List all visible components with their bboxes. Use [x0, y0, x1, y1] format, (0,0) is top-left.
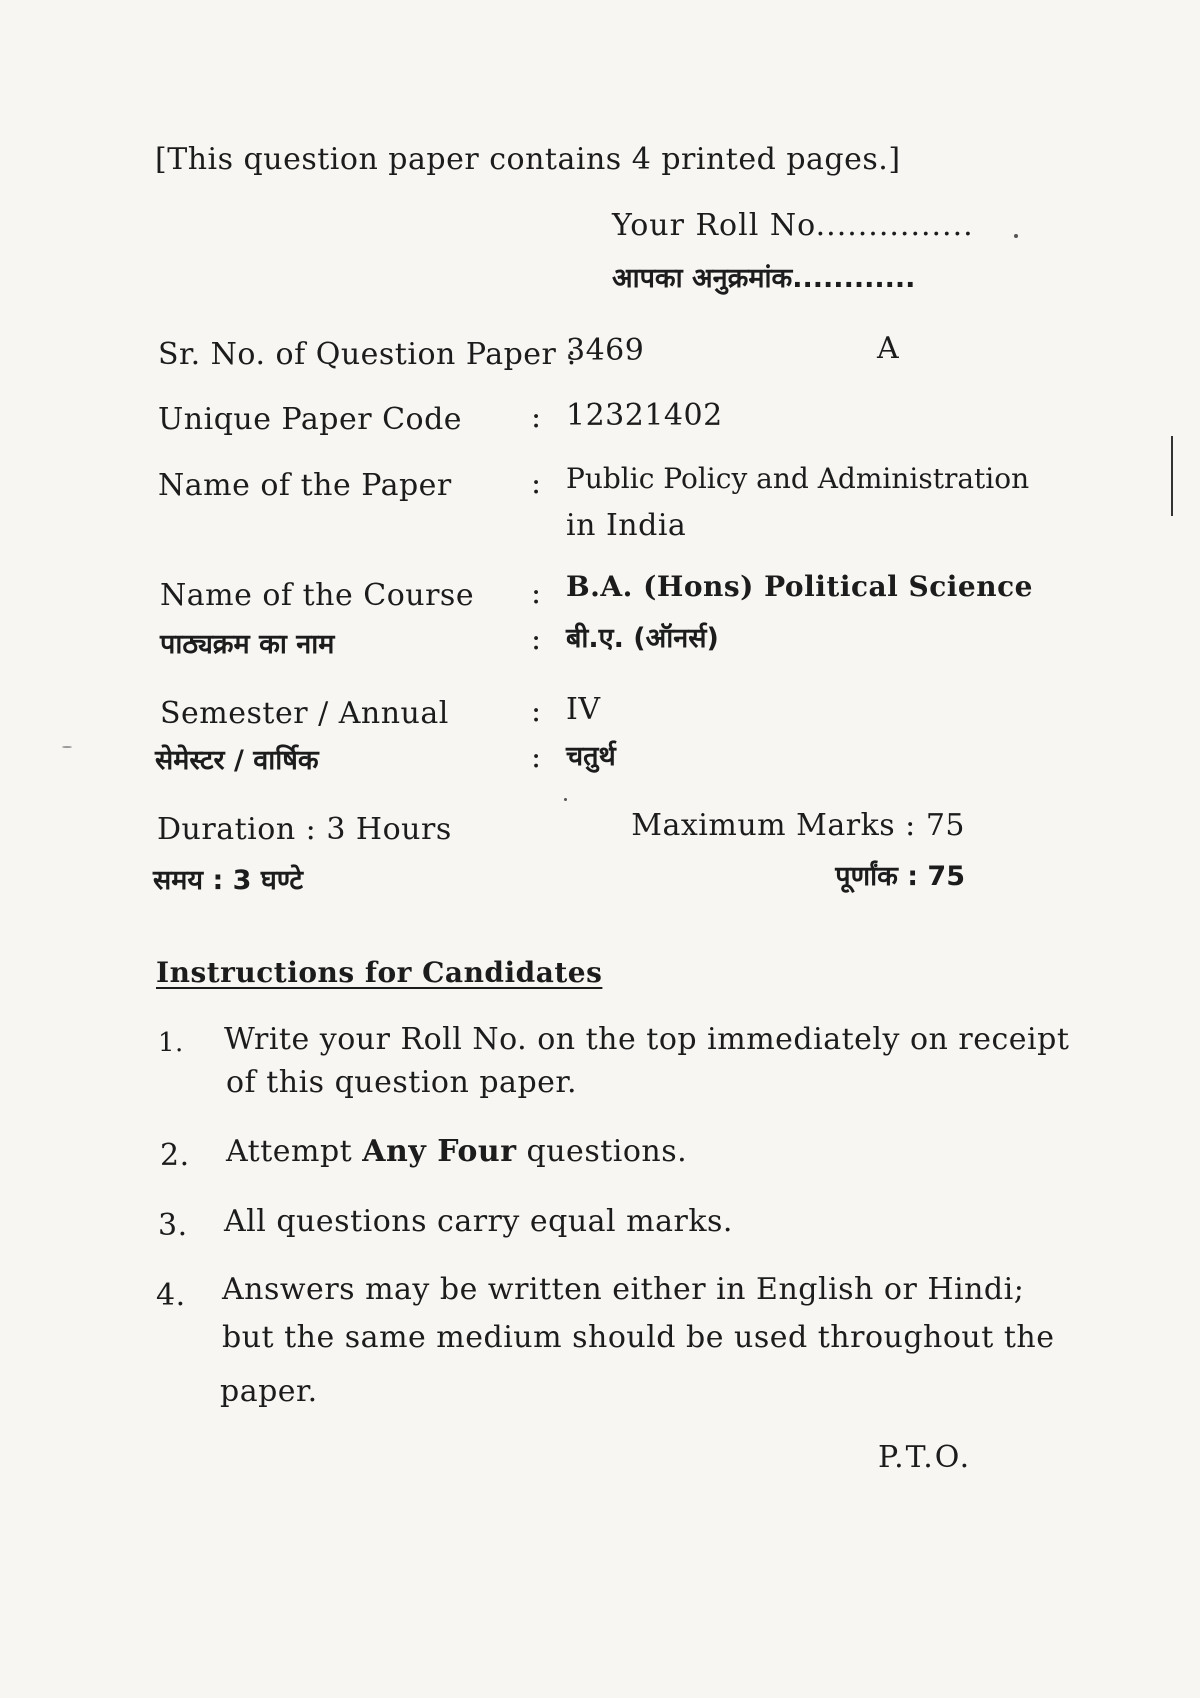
roll-number-field: Your Roll No............... [612, 208, 974, 243]
colon: : [531, 400, 542, 435]
semester-value-hindi: चतुर्थ [566, 741, 616, 772]
colon: : [531, 694, 542, 729]
instruction-number: 1. [158, 1028, 184, 1058]
paper-name-value-cont: in India [566, 508, 687, 543]
scan-speck [62, 746, 72, 748]
emphasis-text: Any Four [362, 1134, 517, 1169]
paper-set: A [877, 331, 900, 366]
scan-speck [564, 798, 567, 801]
maximum-marks-hindi: पूर्णांक : 75 [835, 861, 965, 892]
instruction-text: Attempt Any Four questions. [226, 1134, 688, 1169]
colon: : [531, 740, 542, 775]
unique-paper-code-label: Unique Paper Code [158, 402, 463, 437]
course-name-label-hindi: पाठ्यक्रम का नाम [160, 629, 335, 660]
please-turn-over: P.T.O. [878, 1440, 972, 1475]
instruction-number: 3. [158, 1208, 188, 1243]
instruction-number: 4. [156, 1278, 186, 1313]
instruction-number: 2. [160, 1138, 190, 1173]
sr-no-value: 3469 [566, 333, 645, 368]
colon: : [531, 622, 542, 657]
semester-label: Semester / Annual [160, 696, 449, 731]
paper-name-label: Name of the Paper [158, 468, 452, 503]
instruction-text: paper. [220, 1374, 318, 1409]
semester-label-hindi: सेमेस्टर / वार्षिक [155, 745, 319, 776]
page-count-note: [This question paper contains 4 printed pages.] [155, 142, 901, 177]
roll-number-field-hindi: आपका अनुक्रमांक............ [612, 263, 916, 294]
duration: Duration : 3 Hours [157, 812, 452, 847]
course-name-label: Name of the Course [160, 578, 475, 613]
instruction-text: Answers may be written either in English or Hindi; [222, 1272, 1025, 1307]
paper-name-value: Public Policy and Administration [566, 462, 1030, 495]
instruction-text: but the same medium should be used throughout the [222, 1320, 1055, 1355]
scan-speck [1014, 234, 1018, 238]
instruction-text: All questions carry equal marks. [224, 1204, 733, 1239]
unique-paper-code-value: 12321402 [566, 398, 723, 433]
course-name-value-hindi: बी.ए. (ऑनर्स) [566, 623, 719, 654]
maximum-marks: Maximum Marks : 75 [631, 808, 965, 843]
duration-hindi: समय : 3 घण्टे [153, 865, 303, 896]
sr-no-label: Sr. No. of Question Paper : [158, 337, 578, 372]
colon: : [531, 466, 542, 501]
colon: : [531, 576, 542, 611]
instructions-heading: Instructions for Candidates [156, 956, 603, 989]
course-name-value: B.A. (Hons) Political Science [566, 570, 1033, 603]
instruction-text: Write your Roll No. on the top immediately on receipt [224, 1022, 1070, 1057]
instruction-text: of this question paper. [226, 1065, 577, 1100]
scan-edge-mark [1171, 436, 1173, 516]
semester-value: IV [566, 692, 601, 727]
